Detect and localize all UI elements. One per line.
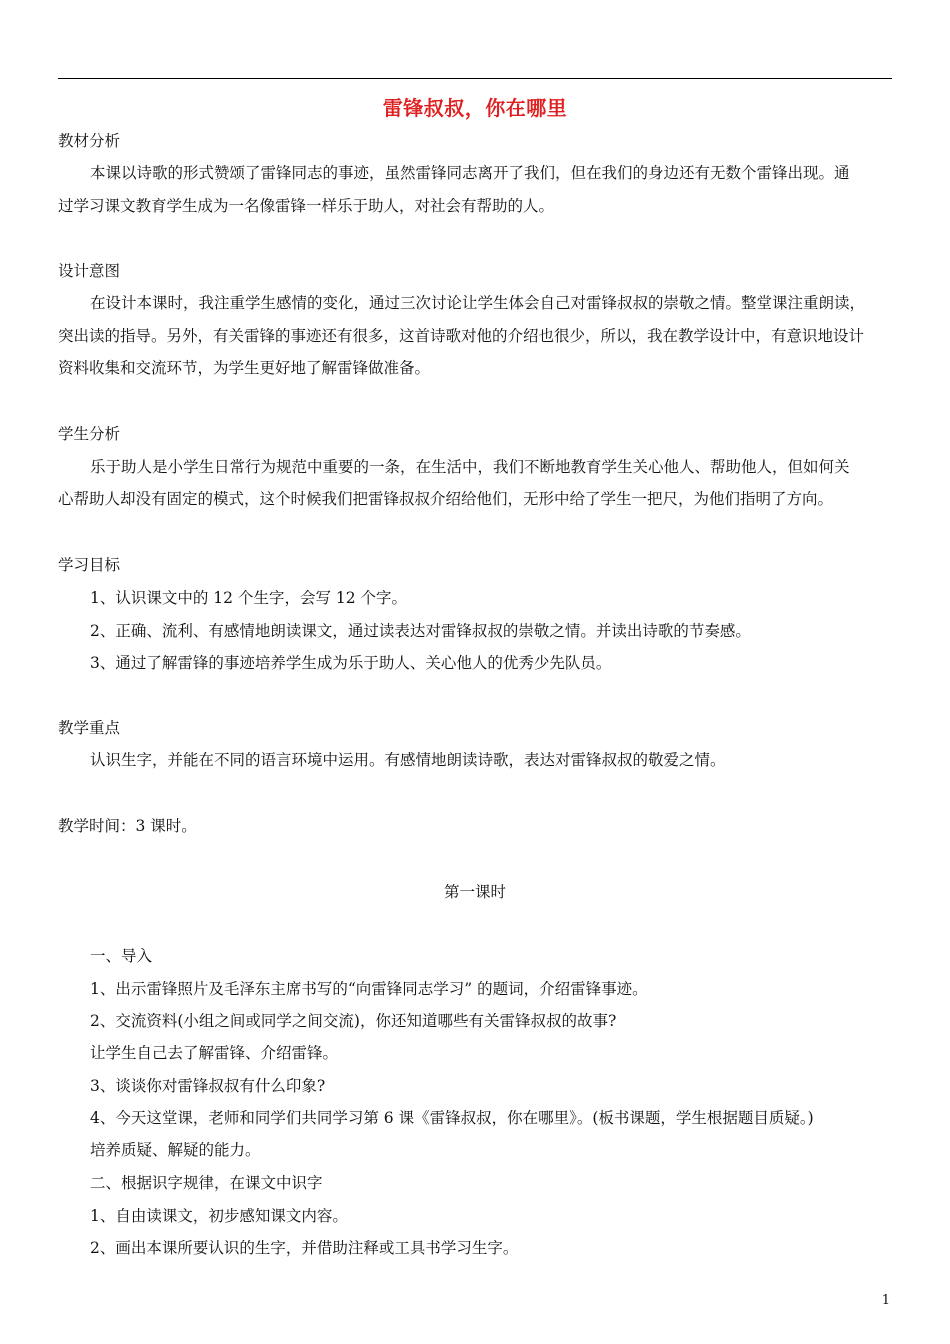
lesson-heading: 第一课时 <box>443 883 506 901</box>
section-heading-teaching-focus: 教学重点 <box>58 719 121 737</box>
lesson-line: 3、谈谈你对雷锋叔叔有什么印象? <box>90 1077 326 1095</box>
lesson-line: 4、今天这堂课，老师和同学们共同学习第 6 课《雷锋叔叔，你在哪里》。(板书课题，学生根据题目质疑。) <box>90 1109 814 1127</box>
paragraph-line: 过学习课文教育学生成为一名像雷锋一样乐于助人，对社会有帮助的人。 <box>58 197 555 215</box>
teaching-time: 教学时间：3 课时。 <box>58 817 197 835</box>
goal-item: 1、认识课文中的 12 个生字，会写 12 个字。 <box>90 589 408 607</box>
lesson-line: 一、导入 <box>90 947 153 965</box>
lesson-line: 2、画出本课所要认识的生字，并借助注释或工具书学习生字。 <box>90 1239 519 1257</box>
paragraph-line: 资料收集和交流环节，为学生更好地了解雷锋做准备。 <box>58 359 431 377</box>
lesson-line: 1、自由读课文，初步感知课文内容。 <box>90 1207 348 1225</box>
lesson-line: 1、出示雷锋照片及毛泽东主席书写的“向雷锋同志学习” 的题词，介绍雷锋事迹。 <box>90 980 648 998</box>
lesson-line: 培养质疑、解疑的能力。 <box>90 1141 261 1159</box>
goal-item: 2、正确、流利、有感情地朗读课文，通过读表达对雷锋叔叔的崇敬之情。并读出诗歌的节奏感。 <box>90 622 751 640</box>
paragraph-line: 认识生字，并能在不同的语言环境中运用。有感情地朗读诗歌，表达对雷锋叔叔的敬爱之情。 <box>90 751 726 769</box>
paragraph-line: 在设计本课时，我注重学生感情的变化，通过三次讨论让学生体会自己对雷锋叔叔的崇敬之情。整堂课注重朗读， <box>90 294 866 312</box>
section-heading-design-intent: 设计意图 <box>58 262 121 280</box>
section-heading-learning-goals: 学习目标 <box>58 556 121 574</box>
section-heading-student-analysis: 学生分析 <box>58 425 121 443</box>
paragraph-line: 心帮助人却没有固定的模式，这个时候我们把雷锋叔叔介绍给他们，无形中给了学生一把尺，为他们指明了方向。 <box>58 490 834 508</box>
paragraph-line: 乐于助人是小学生日常行为规范中重要的一条，在生活中，我们不断地教育学生关心他人、帮助他人，但如何关 <box>90 458 850 476</box>
page-number: 1 <box>881 1293 890 1308</box>
paragraph-line: 突出读的指导。另外，有关雷锋的事迹还有很多，这首诗歌对他的介绍也很少，所以，我在教学设计中，有意识地设计 <box>58 327 865 345</box>
header-rule <box>58 78 892 79</box>
goal-item: 3、通过了解雷锋的事迹培养学生成为乐于助人、关心他人的优秀少先队员。 <box>90 654 612 672</box>
document-title: 雷锋叔叔，你在哪里 <box>382 96 568 120</box>
section-heading-textbook-analysis: 教材分析 <box>58 132 121 150</box>
lesson-line: 让学生自己去了解雷锋、介绍雷锋。 <box>90 1044 339 1062</box>
lesson-line: 二、根据识字规律，在课文中识字 <box>90 1174 323 1192</box>
lesson-line: 2、交流资料(小组之间或同学之间交流)，你还知道哪些有关雷锋叔叔的故事? <box>90 1012 617 1030</box>
paragraph-line: 本课以诗歌的形式赞颂了雷锋同志的事迹，虽然雷锋同志离开了我们，但在我们的身边还有无数个雷锋出现。通 <box>90 164 850 182</box>
